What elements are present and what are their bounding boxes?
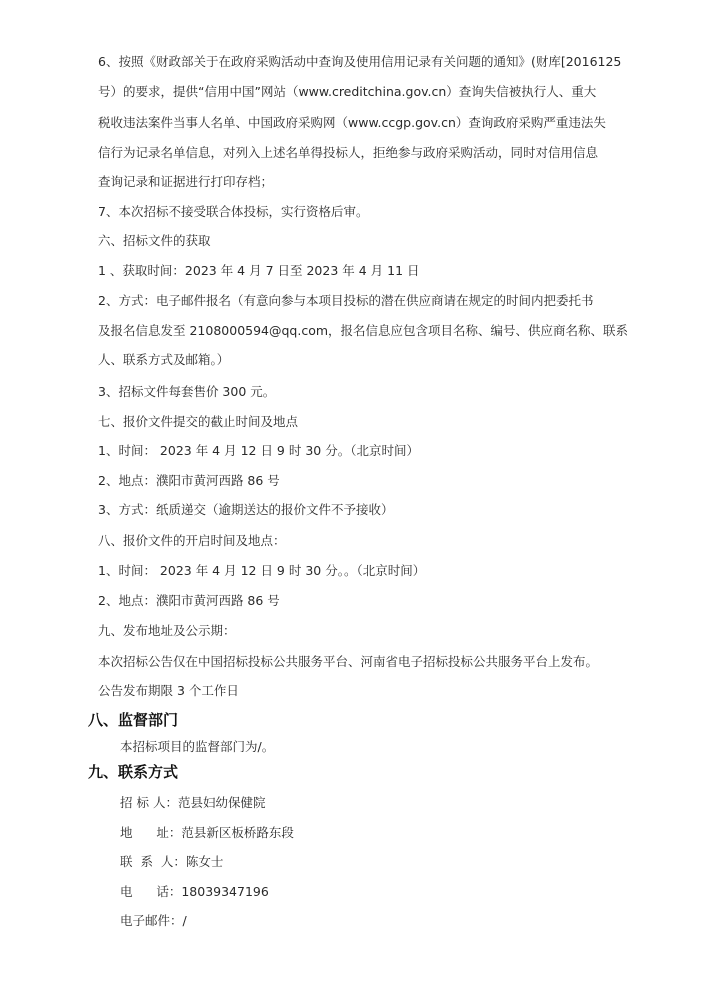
contact-row-phone [120,884,269,900]
contact-heading: 九、联系方式 [88,763,179,781]
paragraph-line-11: 人、联系方式及邮箱。） [98,352,230,367]
section-9-publish-heading: 九、发布地址及公示期： [98,623,236,638]
supervision-heading: 八、监督部门 [88,711,179,729]
contact-label: 联 系 人： [120,854,186,869]
paragraph-line-5: 查询记录和证据进行打印存档； [98,174,274,189]
paragraph-line-3: 税收违法案件当事人名单、中国政府采购网（www.ccgp.gov.cn）查询政府采购严重违法失 [98,115,606,130]
contact-value: 范县新区板桥路东段 [181,825,294,840]
paragraph-line-4: 信行为记录名单信息，对列入上述名单得投标人，拒绝参与政府采购活动，同时对信用信息 [98,145,599,160]
paragraph-line-9: 2、方式：电子邮件报名（有意向参与本项目投标的潜在供应商请在规定的时间内把委托书 [98,293,594,308]
paragraph-line-6: 7、本次招标不接受联合体投标，实行资格后审。 [98,204,369,219]
contact-row-person [120,854,223,870]
contact-value: / [182,913,187,928]
contact-value: 18039347196 [181,884,269,899]
contact-label: 地 址： [120,825,182,840]
section-6-heading: 六、招标文件的获取 [98,233,211,248]
contact-row-tenderer [120,795,265,811]
paragraph-line-22: 公告发布期限 3 个工作日 [98,683,239,698]
supervision-text: 本招标项目的监督部门为/。 [120,739,275,754]
paragraph-line-16: 3、方式：纸质递交（逾期送达的报价文件不予接收） [98,502,394,517]
contact-value: 陈女士 [185,854,224,869]
paragraph-line-21: 本次招标公告仅在中国招标投标公共服务平台、河南省电子招标投标公共服务平台上发布。 [98,654,599,669]
paragraph-line-14: 1、时间： 2023 年 4 月 12 日 9 时 30 分。（北京时间） [98,443,419,458]
paragraph-line-10: 及报名信息发至 2108000594@qq.com，报名信息应包含项目名称、编号、供应商名称、联系 [98,323,629,338]
contact-row-email [120,913,187,929]
section-8-open-heading: 八、报价文件的开启时间及地点： [98,533,286,548]
contact-label: 电子邮件： [120,913,183,928]
paragraph-line-1: 6、按照《财政部关于在政府采购活动中查询及使用信用记录有关问题的通知》(财库[2016125 [98,54,622,69]
paragraph-line-12: 3、招标文件每套售价 300 元。 [98,384,276,399]
contact-label: 电 话： [120,884,182,899]
contact-value: 范县妇幼保健院 [177,795,266,810]
paragraph-line-2: 号）的要求，提供“信用中国”网站（www.creditchina.gov.cn）查询失信被执行人、重大 [98,84,597,99]
paragraph-line-18: 1、时间： 2023 年 4 月 12 日 9 时 30 分。。（北京时间） [98,563,426,578]
section-7-heading: 七、报价文件提交的截止时间及地点 [98,414,299,429]
paragraph-line-19: 2、地点：濮阳市黄河西路 86 号 [98,593,280,608]
contact-label: 招 标 人： [120,795,178,810]
paragraph-line-8: 1 、获取时间：2023 年 4 月 7 日至 2023 年 4 月 11 日 [98,263,420,278]
paragraph-line-15: 2、地点：濮阳市黄河西路 86 号 [98,473,280,488]
contact-row-address [120,825,294,841]
